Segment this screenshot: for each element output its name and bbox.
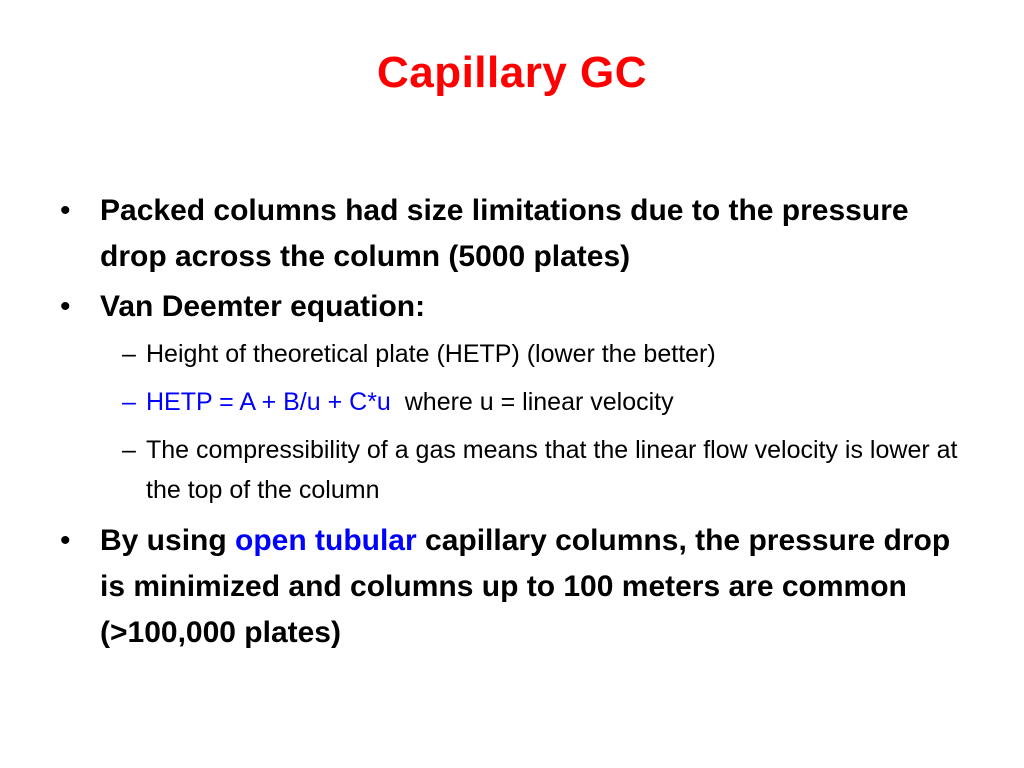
subbullet-marker: –: [122, 436, 136, 464]
subbullet-text: The compressibility of a gas means that the linear flow velocity is lower at the top of the column: [146, 436, 958, 504]
bullet-open-tubular: [60, 518, 960, 656]
bullet-text: Van Deemter equation:: [100, 290, 426, 323]
subbullet-compressibility: [122, 430, 960, 510]
bullet-marker: •: [60, 194, 71, 227]
highlight-text: open tubular: [235, 524, 417, 557]
bullet-text-prefix: By using: [100, 524, 236, 557]
bullet-text: Packed columns had size limitations due to the pressure drop across the column (5000 plates): [100, 194, 909, 273]
bullet-marker: •: [60, 524, 71, 557]
equation-text: HETP = A + B/u + C*u: [146, 388, 391, 416]
subbullet-text: where u = linear velocity: [404, 388, 674, 416]
bullet-van-deemter: [60, 284, 960, 330]
bullet-text-suffix: capillary columns, the pressure drop is minimized and columns up to 100 meters are common (>100,000 plates): [100, 524, 951, 649]
subbullet-hetp-equation: [122, 382, 960, 422]
bullet-marker: •: [60, 290, 71, 323]
bullet-list: [60, 188, 960, 660]
subbullet-marker: –: [122, 388, 136, 416]
bullet-packed-columns: [60, 188, 960, 280]
subbullet-hetp-definition: [122, 334, 960, 374]
slide-title: Capillary GC: [376, 48, 648, 97]
subbullet-marker: –: [122, 340, 136, 368]
subbullet-text: Height of theoretical plate (HETP) (lower the better): [146, 340, 716, 368]
